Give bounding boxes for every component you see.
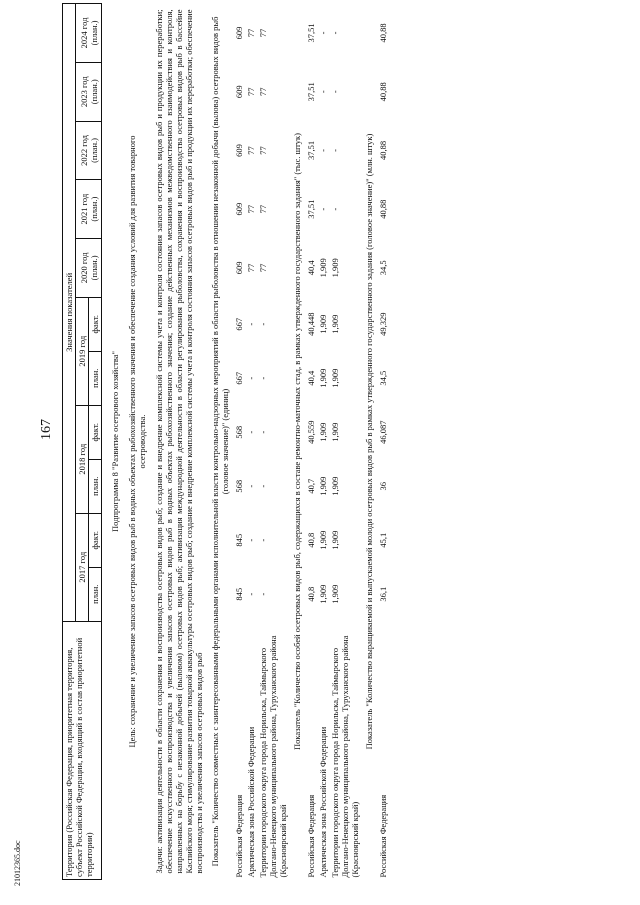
value-cell: 609 [234, 85, 244, 99]
table-row [305, 4, 317, 880]
value-cell: - [258, 430, 268, 434]
fact-header: факт. [89, 513, 102, 567]
value-cell: 1,909 [330, 314, 340, 334]
value-cell: - [258, 376, 268, 380]
territory-name: Территории городского округа города Норильска, Таймырского Долгано-Ненецкого муниципального района, Туруханского района (Красноярский край) [330, 635, 360, 878]
value-cell: 1,909 [318, 584, 328, 604]
value-cell: 34,5 [378, 260, 388, 276]
value-cell: 1,909 [330, 258, 340, 278]
territory-name: Российская Федерация [306, 794, 316, 878]
table-header [63, 4, 102, 880]
value-cell: - [258, 538, 268, 542]
goal-text: Цель: сохранение и увеличение запасов осетровых видов рыб в водных объектах рыбохозяйственного значения и обеспечение создания условий для развития товарного осетроводства. [127, 135, 147, 748]
value-cell: 77 [246, 263, 256, 273]
value-cell: 40,88 [378, 23, 388, 43]
value-cell: 40,559 [306, 420, 316, 444]
territory-name: Арктическая зона Российской Федерации [246, 726, 256, 878]
value-cell: - [258, 322, 268, 326]
value-cell: 667 [234, 371, 244, 385]
value-cell: - [258, 484, 268, 488]
value-cell: 609 [234, 202, 244, 216]
value-cell: 77 [246, 146, 256, 155]
value-cell: 1,909 [330, 584, 340, 604]
table-row [257, 4, 289, 880]
value-cell: - [246, 538, 256, 542]
subprogram-title: Подпрограмма 8 "Развитие осетрового хозяйства" [110, 351, 120, 532]
value-cell: - [330, 149, 340, 152]
indicator-title: Показатель "Количество особей осетровых видов рыб, содержащихся в составе ремонтно-маточных стад, в рамках утвержденного государственного задания" (тыс. штук) [292, 133, 302, 750]
value-cell: 34,5 [378, 370, 388, 386]
fact-header: факт. [89, 297, 102, 351]
value-cell: - [246, 592, 256, 596]
value-cell: 40,4 [306, 370, 316, 386]
value-cell: 46,087 [378, 420, 388, 444]
table-row [329, 4, 361, 880]
rotated-page-content [62, 0, 614, 880]
indicator-title: Показатель "Количество совместных с заинтересованными федеральными органами исполнительной власти контрольно-надзорных мероприятий в области рыболовства в отношении незаконной добычи (вылова) осетровых видов рыб (головое значение)" (единиц) [210, 16, 230, 867]
value-cell: 568 [234, 425, 244, 439]
indicator-title: Показатель "Количество выращиваемой и выпускаемой молоди осетровых видов рыб в рамках утвержденного государственного задания (головое значение)" (млн. штук) [364, 133, 374, 750]
value-cell: 77 [258, 146, 268, 155]
value-cell: 40,88 [378, 140, 388, 161]
year-2018-header: 2018 год [76, 405, 89, 513]
value-cell: 37,51 [306, 82, 316, 102]
value-cell: 77 [258, 263, 268, 273]
indicators-table [62, 3, 389, 880]
value-cell: 609 [234, 26, 244, 40]
value-cell: 1,909 [318, 476, 328, 496]
value-cell: - [318, 31, 328, 35]
value-cell: 667 [234, 317, 244, 331]
value-cell: 40,88 [378, 199, 388, 219]
value-cell: - [318, 207, 328, 211]
values-group-header: Значения показателей [63, 4, 76, 622]
document-footer: 21012365.doc [13, 840, 22, 886]
value-cell: - [246, 322, 256, 326]
value-cell: - [330, 90, 340, 94]
value-cell: 40,88 [378, 82, 388, 102]
year-2022-header: 2022 год (план.) [76, 121, 102, 180]
plan-header: план. [89, 459, 102, 513]
territory-name: Территории городского округа города Норильска, Таймырского Долгано-Ненецкого муниципального района, Туруханского района (Красноярский край [258, 635, 288, 878]
territory-name: Российская Федерация [234, 794, 244, 878]
year-2020-header: 2020 год (план.) [76, 239, 102, 298]
value-cell: - [246, 376, 256, 380]
year-2023-header: 2023 год (план.) [76, 62, 102, 121]
value-cell: - [330, 207, 340, 211]
territory-name: Арктическая зона Российской Федерации [318, 726, 328, 878]
value-cell: 40,4 [306, 260, 316, 276]
value-cell: 40,7 [306, 478, 316, 494]
value-cell: 49,329 [378, 312, 388, 336]
value-cell: 77 [258, 28, 268, 38]
year-2021-header: 2021 год (план.) [76, 180, 102, 239]
value-cell: 568 [234, 479, 244, 493]
value-cell: - [258, 592, 268, 596]
value-cell: 1,909 [318, 368, 328, 388]
value-cell: 36,1 [378, 586, 388, 602]
year-2024-header: 2024 год (план.) [76, 4, 102, 63]
value-cell: 845 [234, 587, 244, 601]
table-row [245, 4, 257, 880]
value-cell: 845 [234, 533, 244, 547]
tasks-text: Задачи: активизация деятельности в области сохранения и воспроизводства осетровых видов рыб; создание и внедрение комплексной системы учета и контроля состояния запасов осетровых видов рыб и продукции их переработки; обеспечение искусственного воспроизводства и увеличения запасов осетровых видов рыб в водных объектах рыбохозяйственного значения; создание действенных механизмов межведомственного взаимодействия и контроля, направленных на борьбу с незаконной добычей (выловом) осетровых видов рыб; активизация международной деятельности в области регулирования рыболовства, сохранения и воспроизводства осетровых видов рыб в бассейне Каспийского моря; стимулирование развития товарной аквакультуры осетровых видов рыб; создание и внедрение комплексной системы учета и контроля состояния запасов осетровых видов рыб и продукции их переработки; обеспечение воспроизводства и увеличения запасов осетровых видов рыб [154, 9, 204, 874]
plan-header: план. [89, 351, 102, 405]
value-cell: 45,1 [378, 532, 388, 548]
value-cell: 1,909 [330, 368, 340, 388]
value-cell: 40,448 [306, 312, 316, 336]
page-number: 167 [39, 419, 54, 440]
value-cell: 37,51 [306, 140, 316, 161]
value-cell: 40,8 [306, 586, 316, 602]
value-cell: - [330, 31, 340, 35]
value-cell: 77 [246, 28, 256, 38]
value-cell: 37,51 [306, 23, 316, 43]
value-cell: 1,909 [318, 530, 328, 550]
value-cell: 77 [246, 204, 256, 214]
table-row [317, 4, 329, 880]
value-cell: 1,909 [318, 422, 328, 442]
value-cell: 77 [246, 87, 256, 96]
value-cell: - [246, 484, 256, 488]
fact-header: факт. [89, 405, 102, 459]
value-cell: 1,909 [330, 422, 340, 442]
table-body [102, 4, 390, 880]
value-cell: 77 [258, 87, 268, 96]
value-cell: 1,909 [330, 476, 340, 496]
value-cell: 36 [378, 481, 388, 491]
value-cell: 37,51 [306, 199, 316, 219]
year-2017-header: 2017 год [76, 513, 89, 621]
value-cell: 609 [234, 261, 244, 275]
value-cell: - [246, 430, 256, 434]
value-cell: 40,8 [306, 532, 316, 548]
value-cell: 1,909 [318, 258, 328, 278]
year-2019-header: 2019 год [76, 297, 89, 405]
plan-header: план. [89, 567, 102, 621]
value-cell: 1,909 [318, 314, 328, 334]
territory-header: Территория (Российская Федерация, приоритетная территория, субъект Российской Федерации, входящий в состав приоритетной территории) [63, 621, 102, 879]
table-row [377, 4, 389, 880]
value-cell: 1,909 [330, 530, 340, 550]
table-row [233, 4, 245, 880]
value-cell: - [318, 90, 328, 94]
value-cell: 609 [234, 144, 244, 157]
territory-name: Российская Федерация [378, 794, 388, 878]
value-cell: 77 [258, 204, 268, 214]
value-cell: - [318, 149, 328, 152]
